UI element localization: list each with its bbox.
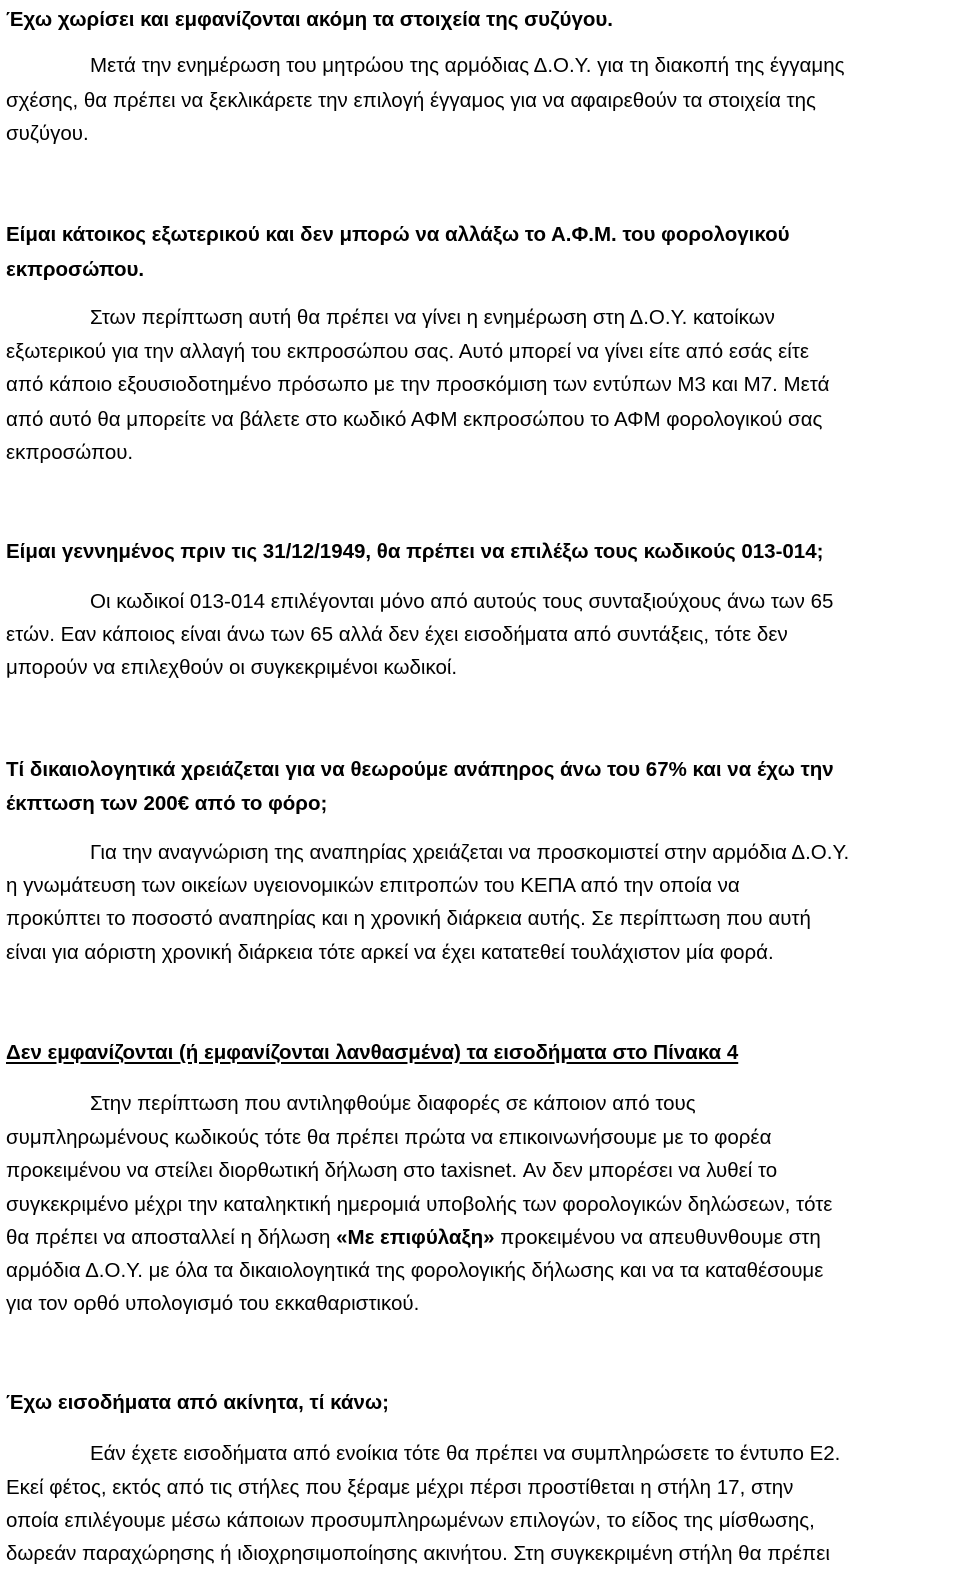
paragraph-line: οποία επιλέγουμε μέσω κάποιων προσυμπληρωμένων επιλογών, το είδος της μίσθωσης, [6, 1509, 815, 1532]
paragraph-line: προκειμένου να στείλει διορθωτική δήλωση στο taxisnet. Αν δεν μπορέσει να λυθεί το [6, 1159, 778, 1182]
paragraph-text: προκειμένου να απευθυνθουμε στη [494, 1226, 821, 1249]
section-heading-born-before: Είμαι γεννημένος πριν τις 31/12/1949, θα πρέπει να επιλέξω τους κωδικούς 013-014; [6, 540, 824, 563]
section-heading-resident-abroad: Είμαι κάτοικος εξωτερικού και δεν μπορώ να αλλάξω το Α.Φ.Μ. του φορολογικού [6, 223, 790, 246]
paragraph-line: Στην περίπτωση που αντιληφθούμε διαφορές σε κάποιον από τους [90, 1092, 696, 1115]
emphasis-text: «Με επιφύλαξη» [336, 1226, 495, 1249]
paragraph-line: μπορούν να επιλεχθούν οι συγκεκριμένοι κωδικοί. [6, 656, 458, 679]
paragraph-line: προκύπτει το ποσοστό αναπηρίας και η χρονική διάρκεια αυτής. Σε περίπτωση που αυτή [6, 907, 811, 930]
paragraph-line: Οι κωδικοί 013-014 επιλέγονται μόνο από αυτούς τους συνταξιούχους άνω των 65 [90, 590, 834, 613]
paragraph-line: από αυτό θα μπορείτε να βάλετε στο κωδικό ΑΦΜ εκπροσώπου το ΑΦΜ φορολογικού σας [6, 408, 823, 431]
paragraph-text: θα πρέπει να αποσταλλεί η δήλωση [6, 1226, 337, 1249]
paragraph-line: Μετά την ενημέρωση του μητρώου της αρμόδιας Δ.Ο.Υ. για τη διακοπή της έγγαμης [90, 54, 845, 77]
section-heading-disability-cont: έκπτωση των 200€ από το φόρο; [6, 792, 328, 815]
section-heading-resident-abroad-cont: εκπροσώπου. [6, 258, 145, 281]
paragraph-line: Εκεί φέτος, εκτός από τις στήλες που ξέραμε μέχρι πέρσι προστίθεται η στήλη 17, στην [6, 1476, 794, 1499]
paragraph-line [6, 1223, 821, 1253]
paragraph-line: δωρεάν παραχώρησης ή ιδιοχρησιμοποίησης ακινήτου. Στη συγκεκριμένη στήλη θα πρέπει [6, 1542, 830, 1565]
paragraph-line: συζύγου. [6, 122, 89, 145]
paragraph-line: αρμόδια Δ.Ο.Υ. με όλα τα δικαιολογητικά της φορολογικής δήλωσης και να τα καταθέσουμε [6, 1259, 824, 1282]
paragraph-line: Για την αναγνώριση της αναπηρίας χρειάζεται να προσκομιστεί στην αρμόδια Δ.Ο.Υ. [90, 841, 850, 864]
paragraph-line: σχέσης, θα πρέπει να ξεκλικάρετε την επιλογή έγγαμος για να αφαιρεθούν τα στοιχεία της [6, 89, 816, 112]
paragraph-line: η γνωμάτευση των οικείων υγειονομικών επιτροπών του ΚΕΠΑ από την οποία να [6, 874, 740, 897]
paragraph-line: εξωτερικού για την αλλαγή του εκπροσώπου σας. Αυτό μπορεί να γίνει είτε από εσάς είτε [6, 340, 810, 363]
paragraph-line: συμπληρωμένους κωδικούς τότε θα πρέπει πρώτα να επικοινωνήσουμε με το φορέα [6, 1126, 772, 1149]
section-heading-property-income: Έχω εισοδήματα από ακίνητα, τί κάνω; [6, 1391, 389, 1414]
paragraph-line: εκπροσώπου. [6, 441, 134, 464]
paragraph-line: είναι για αόριστη χρονική διάρκεια τότε αρκεί να έχει κατατεθεί τουλάχιστον μία φορά. [6, 941, 774, 964]
paragraph-line: για τον ορθό υπολογισμό του εκκαθαριστικού. [6, 1292, 420, 1315]
section-heading-disability: Τί δικαιολογητικά χρειάζεται για να θεωρούμε ανάπηρος άνω του 67% και να έχω την [6, 758, 834, 781]
paragraph-line: συγκεκριμένο μέχρι την καταληκτική ημερομιά υποβολής των φορολογικών δηλώσεων, τότε [6, 1193, 833, 1216]
section-heading-divorce: Έχω χωρίσει και εμφανίζονται ακόμη τα στοιχεία της συζύγου. [6, 8, 614, 31]
paragraph-line: Εάν έχετε εισοδήματα από ενοίκια τότε θα πρέπει να συμπληρώσετε το έντυπο Ε2. [90, 1442, 841, 1465]
paragraph-line: από κάποιο εξουσιοδοτημένο πρόσωπο με την προσκόμιση των εντύπων Μ3 και Μ7. Μετά [6, 373, 830, 396]
paragraph-line: Στων περίπτωση αυτή θα πρέπει να γίνει η ενημέρωση στη Δ.Ο.Υ. κατοίκων [90, 306, 775, 329]
paragraph-line: ετών. Εαν κάποιος είναι άνω των 65 αλλά δεν έχει εισοδήματα από συντάξεις, τότε δεν [6, 623, 788, 646]
section-heading-income-table: Δεν εμφανίζονται (ή εμφανίζονται λανθασμένα) τα εισοδήματα στο Πίνακα 4 [6, 1041, 739, 1064]
